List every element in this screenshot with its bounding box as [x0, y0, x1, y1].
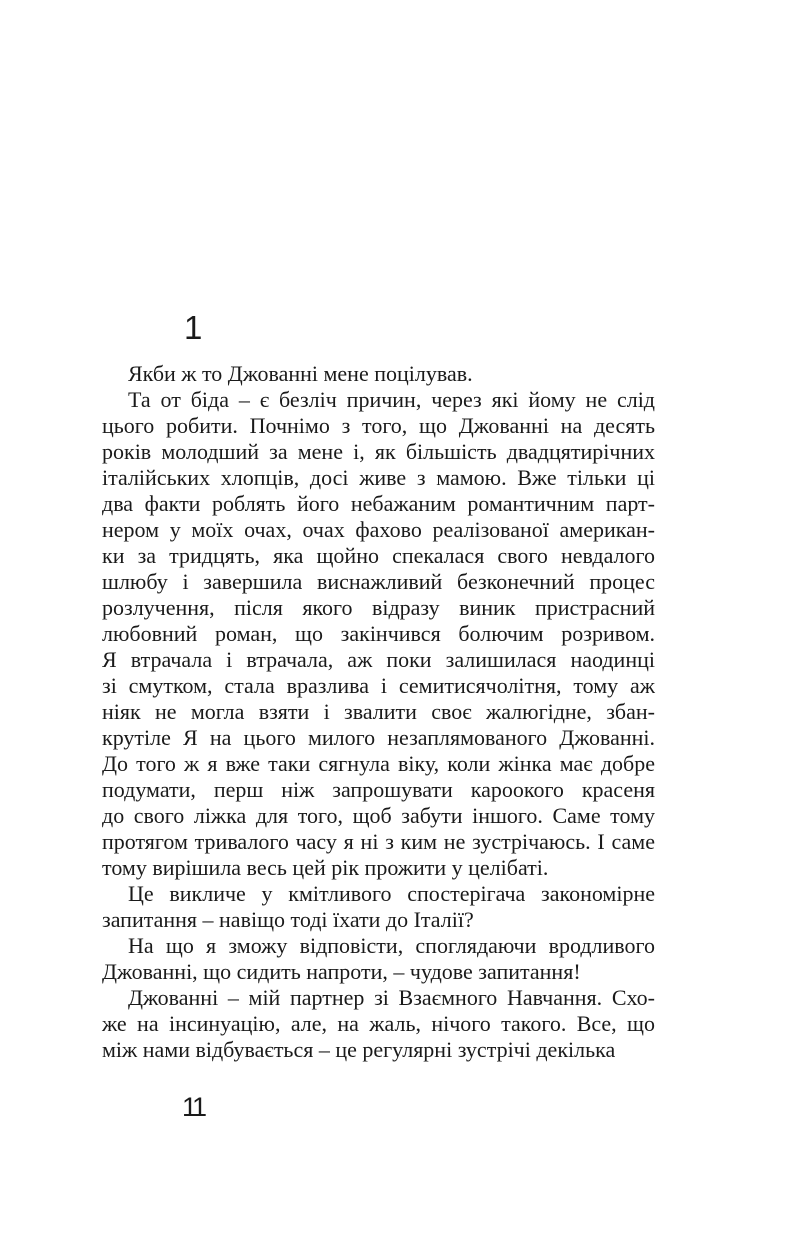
body-line: італійських хлопців, досі живе з мамою. Вже тільки ці	[102, 465, 655, 490]
body-line: Я втрачала і втрачала, аж поки залишилася наодинці	[102, 647, 655, 672]
body-line: до свого ліжка для того, щоб забути іншого. Саме тому	[102, 803, 655, 828]
body-line: любовний роман, що закінчився болючим розривом.	[102, 621, 655, 646]
body-line: До того ж я вже таки сягнула віку, коли жінка має добре	[102, 751, 655, 776]
body-line: років молодший за мене і, як більшість двадцятирічних	[102, 439, 655, 464]
body-line: тому вирішила весь цей рік прожити у целібаті.	[102, 855, 549, 880]
body-line: два факти роблять його небажаним романтичним парт-	[102, 491, 655, 516]
body-line: Якби ж то Джованні мене поцілував.	[128, 361, 473, 386]
body-line: ки за тридцять, яка щойно спекалася свого невдалого	[102, 543, 655, 568]
body-line: розлучення, після якого відразу виник пристрасний	[102, 595, 655, 620]
paragraph	[102, 361, 655, 387]
paragraph	[102, 881, 655, 933]
body-line: зі смутком, стала вразлива і семитисячолітня, тому аж	[102, 673, 655, 698]
paragraph	[102, 387, 655, 881]
paragraph	[102, 933, 655, 985]
body-line: Та от біда – є безліч причин, через які йому не слід	[128, 387, 655, 412]
page-number: 11	[182, 1092, 205, 1122]
body-line: нером у моїх очах, очах фахово реалізованої американ-	[102, 517, 655, 542]
body-line: запитання – навіщо тоді їхати до Італії?	[102, 907, 474, 932]
body-line: Це викличе у кмітливого спостерігача закономірне	[128, 881, 655, 906]
body-line: шлюбу і завершила виснажливий безконечний процес	[102, 569, 655, 594]
paragraph	[102, 985, 655, 1063]
body-line: крутіле Я на цього милого незаплямованого Джованні.	[102, 725, 655, 750]
body-text	[102, 361, 655, 1063]
body-line: На що я зможу відповісти, споглядаючи вродливого	[128, 933, 655, 958]
body-line: цього робити. Почнімо з того, що Джованні на десять	[102, 413, 655, 438]
body-line: Джованні, що сидить напроти, – чудове запитання!	[102, 959, 581, 984]
body-line: подумати, перш ніж запрошувати кароокого красеня	[102, 777, 655, 802]
body-line: між нами відбувається – це регулярні зустрічі декілька	[102, 1037, 616, 1062]
body-line: протягом тривалого часу я ні з ким не зустрічаюсь. І саме	[102, 829, 655, 854]
body-line: ніяк не могла взяти і звалити своє жалюгідне, збан-	[102, 699, 655, 724]
body-line: Джованні – мій партнер зі Взаємного Навчання. Схо-	[128, 985, 655, 1010]
chapter-number: 1	[184, 309, 203, 346]
body-line: же на інсинуацію, але, на жаль, нічого такого. Все, що	[102, 1011, 655, 1036]
